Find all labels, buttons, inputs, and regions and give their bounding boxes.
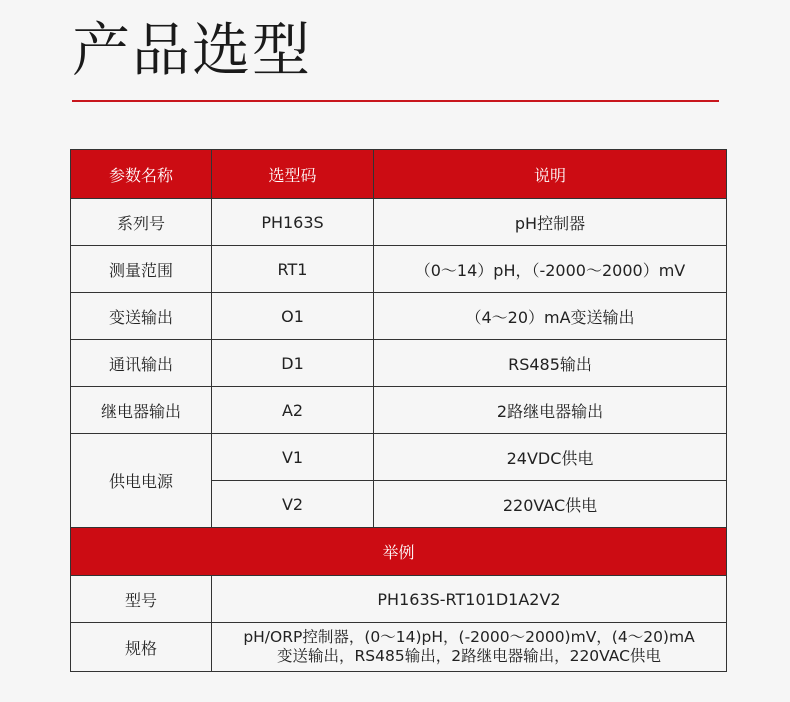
header-description: 说明 <box>374 150 727 199</box>
model-label: 型号 <box>71 576 212 623</box>
code-cell: V2 <box>212 481 374 528</box>
header-selection-code: 选型码 <box>212 150 374 199</box>
code-cell: D1 <box>212 340 374 387</box>
table-row <box>71 246 727 293</box>
table-row <box>71 434 727 481</box>
spec-line-2: 变送输出，RS485输出，2路继电器输出，220VAC供电 <box>277 647 661 665</box>
table-row <box>71 576 727 623</box>
code-cell: RT1 <box>212 246 374 293</box>
param-cell: 测量范围 <box>71 246 212 293</box>
table-row <box>71 387 727 434</box>
desc-cell: RS485输出 <box>374 340 727 387</box>
param-cell: 继电器输出 <box>71 387 212 434</box>
desc-cell: 24VDC供电 <box>374 434 727 481</box>
spec-line-1: pH/ORP控制器，(0～14)pH，(-2000～2000)mV，(4～20)mA <box>243 628 695 646</box>
code-cell: A2 <box>212 387 374 434</box>
selection-table <box>70 149 727 672</box>
example-header: 举例 <box>71 528 727 576</box>
desc-cell: 220VAC供电 <box>374 481 727 528</box>
code-cell: O1 <box>212 293 374 340</box>
code-cell: PH163S <box>212 199 374 246</box>
table-row <box>71 293 727 340</box>
spec-value <box>212 623 727 672</box>
param-cell: 变送输出 <box>71 293 212 340</box>
example-header-row <box>71 528 727 576</box>
param-cell: 通讯输出 <box>71 340 212 387</box>
table-row <box>71 623 727 672</box>
power-param-cell: 供电电源 <box>71 434 212 528</box>
table-row <box>71 199 727 246</box>
title-divider <box>72 100 719 102</box>
table-header-row <box>71 150 727 199</box>
model-value: PH163S-RT101D1A2V2 <box>212 576 727 623</box>
header-param-name: 参数名称 <box>71 150 212 199</box>
desc-cell: 2路继电器输出 <box>374 387 727 434</box>
code-cell: V1 <box>212 434 374 481</box>
desc-cell: （4～20）mA变送输出 <box>374 293 727 340</box>
desc-cell: （0～14）pH，（-2000～2000）mV <box>374 246 727 293</box>
page-title: 产品选型 <box>72 16 313 84</box>
table-row <box>71 340 727 387</box>
spec-label: 规格 <box>71 623 212 672</box>
desc-cell: pH控制器 <box>374 199 727 246</box>
param-cell: 系列号 <box>71 199 212 246</box>
